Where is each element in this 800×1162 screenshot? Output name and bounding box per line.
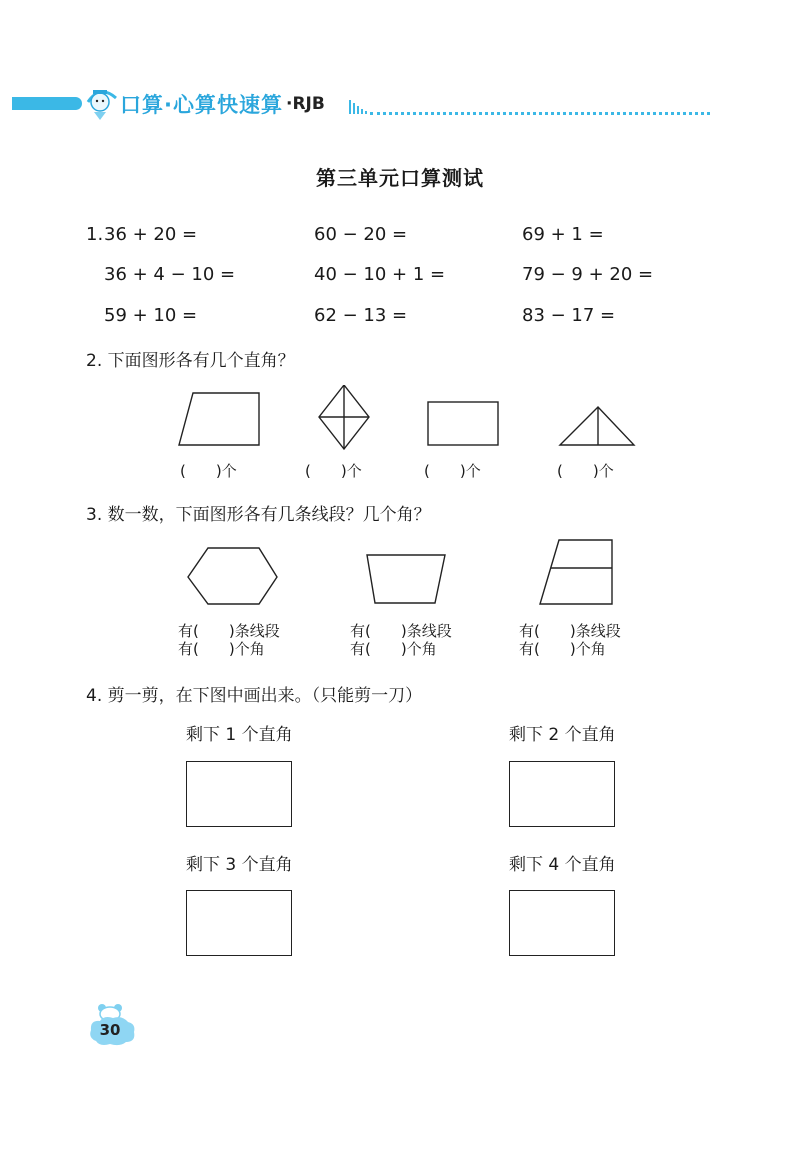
triangle-shape: [560, 407, 634, 445]
hexagon-shape: [188, 548, 277, 604]
segments-blank: 有( )条线段: [350, 622, 452, 640]
answer-blank: ( )个: [305, 462, 362, 480]
kite-shape: [319, 385, 369, 449]
drawing-box: [186, 761, 292, 827]
equation: 36 + 20 =: [104, 224, 198, 245]
cut-instruction: 剩下 4 个直角: [509, 855, 616, 875]
drawing-box: [186, 890, 292, 956]
equation: 40 − 10 + 1 =: [314, 264, 446, 285]
divided-parallelogram-shape: [540, 540, 612, 604]
angles-blank: 有( )个角: [178, 640, 265, 658]
equation: 69 + 1 =: [522, 224, 604, 245]
equation: 62 − 13 =: [314, 305, 408, 326]
cut-instruction: 剩下 3 个直角: [186, 855, 293, 875]
answer-blank: ( )个: [424, 462, 481, 480]
cut-instruction: 剩下 2 个直角: [509, 725, 616, 745]
answer-blank: ( )个: [557, 462, 614, 480]
drawing-box: [509, 890, 615, 956]
rectangle-shape: [428, 402, 498, 445]
question-number: 1.: [86, 224, 104, 245]
header-dotted-line: [370, 112, 710, 115]
segments-blank: 有( )条线段: [178, 622, 280, 640]
question-2: 2. 下面图形各有几个直角？: [86, 351, 295, 371]
right-angle-shapes: [170, 385, 650, 460]
mascot-icon: [80, 82, 120, 122]
segment-angle-shapes: [180, 535, 640, 610]
angles-blank: 有( )个角: [519, 640, 606, 658]
signal-bars-icon: [349, 100, 369, 114]
trapezoid-shape: [367, 555, 445, 603]
equation: 60 − 20 =: [314, 224, 408, 245]
equation: 79 − 9 + 20 =: [522, 264, 654, 285]
page-title: 第三单元口算测试: [316, 166, 484, 190]
equation: 59 + 10 =: [104, 305, 198, 326]
drawing-box: [509, 761, 615, 827]
header-accent-bar: [12, 97, 82, 110]
question-3: 3. 数一数，下面图形各有几条线段？几个角？: [86, 505, 431, 525]
page-number: 30: [99, 1021, 121, 1039]
parallelogram-shape: [179, 393, 259, 445]
answer-blank: ( )个: [180, 462, 237, 480]
cut-instruction: 剩下 1 个直角: [186, 725, 293, 745]
angles-blank: 有( )个角: [350, 640, 437, 658]
header-brand: 口算·心算快速算: [120, 93, 283, 117]
equation: 36 + 4 − 10 =: [104, 264, 236, 285]
header-edition: ·RJB: [286, 94, 325, 114]
equation: 83 − 17 =: [522, 305, 616, 326]
segments-blank: 有( )条线段: [519, 622, 621, 640]
question-4: 4. 剪一剪，在下图中画出来。（只能剪一刀）: [86, 686, 423, 706]
